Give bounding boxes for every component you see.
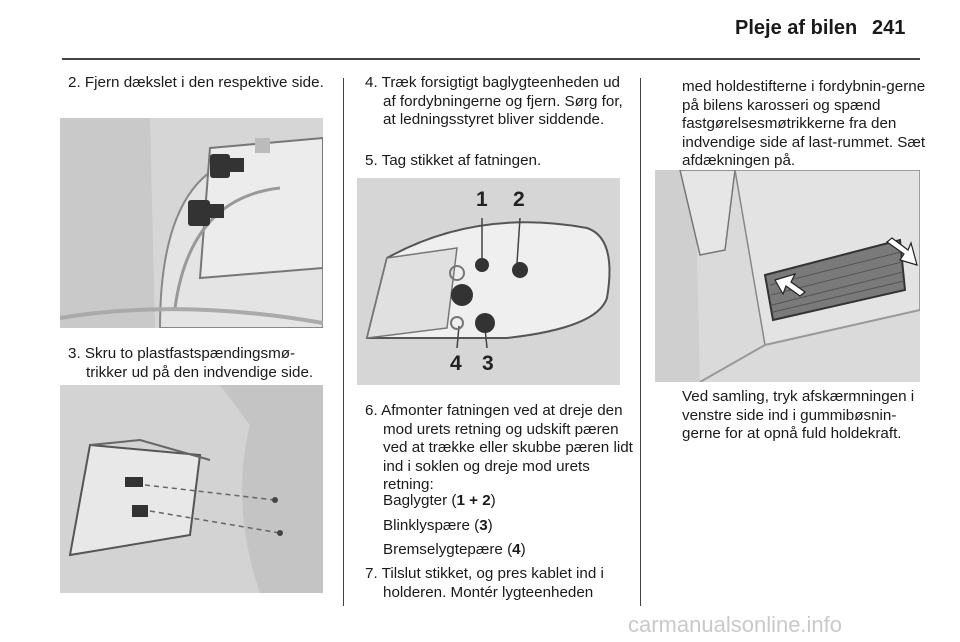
continued-text	[682, 78, 932, 171]
step-text: Tag stikket af fatningen.	[381, 152, 542, 169]
step-6	[365, 402, 633, 495]
callout-4: 4	[450, 352, 462, 375]
bulb-label: Bremselygtepære (	[383, 541, 513, 558]
page-title: Pleje af bilen	[735, 17, 858, 39]
callout-3: 3	[482, 352, 494, 375]
assembly-note	[682, 388, 932, 444]
step-4	[365, 74, 633, 130]
step-3	[68, 345, 336, 382]
bulb-label: Blinklyspære (	[383, 517, 480, 534]
step-text: Skru to plastfastspændingsmø-trikker ud på den indvendige side.	[84, 345, 314, 381]
bulb-ref: 3	[479, 517, 488, 534]
bulb-tail	[383, 492, 633, 511]
bulb-ref: 4	[512, 541, 521, 558]
step-text: Tilslut stikket, og pres kablet ind i holderen. Montér lygteenheden	[381, 565, 604, 601]
callout-1: 1	[476, 188, 488, 211]
step-number: 7.	[365, 565, 378, 582]
step-2	[68, 74, 330, 93]
bulb-brake	[383, 541, 633, 560]
bulb-ref: 1 + 2	[456, 492, 491, 509]
bulb-indicator	[383, 517, 633, 536]
bulb-paren: )	[490, 492, 496, 509]
step-5	[365, 152, 633, 171]
step-text: Afmonter fatningen ved at dreje den mod urets retning og udskift pæren ved at trække eller skubbe pæren lidt ind i soklen og dreje mod urets retning:	[381, 402, 633, 494]
callout-2: 2	[513, 188, 525, 211]
bulb-paren: )	[487, 517, 493, 534]
step-number: 2.	[68, 74, 81, 91]
column-divider	[343, 78, 344, 606]
bulb-paren: )	[520, 541, 526, 558]
column-divider	[640, 78, 641, 606]
illustration-trunk-cover	[655, 170, 920, 382]
step-number: 6.	[365, 402, 378, 419]
continued-paragraph: med holdestifterne i fordybnin-gerne på bilens karosseri og spænd fastgørelsesmøtrikkerne fra den indvendige side af last-rummet. Sæt afdækningen på.	[682, 78, 926, 170]
watermark: carmanualsonline.info	[628, 612, 843, 637]
illustration-lamp-removal	[60, 385, 323, 593]
step-number: 5.	[365, 152, 378, 169]
assembly-note-text: Ved samling, tryk afskærmningen i venstre side ind i gummibøsnin-gerne for at opnå fuld holdekraft.	[682, 388, 915, 443]
step-7	[365, 565, 633, 602]
step-text: Fjern dækslet i den respektive side.	[84, 74, 324, 91]
bulb-label: Baglygter (	[383, 492, 457, 509]
illustration-trim-cover	[60, 118, 323, 328]
step-text: Træk forsigtigt baglygteenheden ud af fordybningerne og fjern. Sørg for, at ledningsstyret bliver siddende.	[381, 74, 623, 129]
step-number: 3.	[68, 345, 81, 362]
step-number: 4.	[365, 74, 378, 91]
illustration-bulb-sockets	[357, 178, 620, 385]
page-number: 241	[872, 17, 906, 39]
header-rule	[62, 58, 920, 60]
